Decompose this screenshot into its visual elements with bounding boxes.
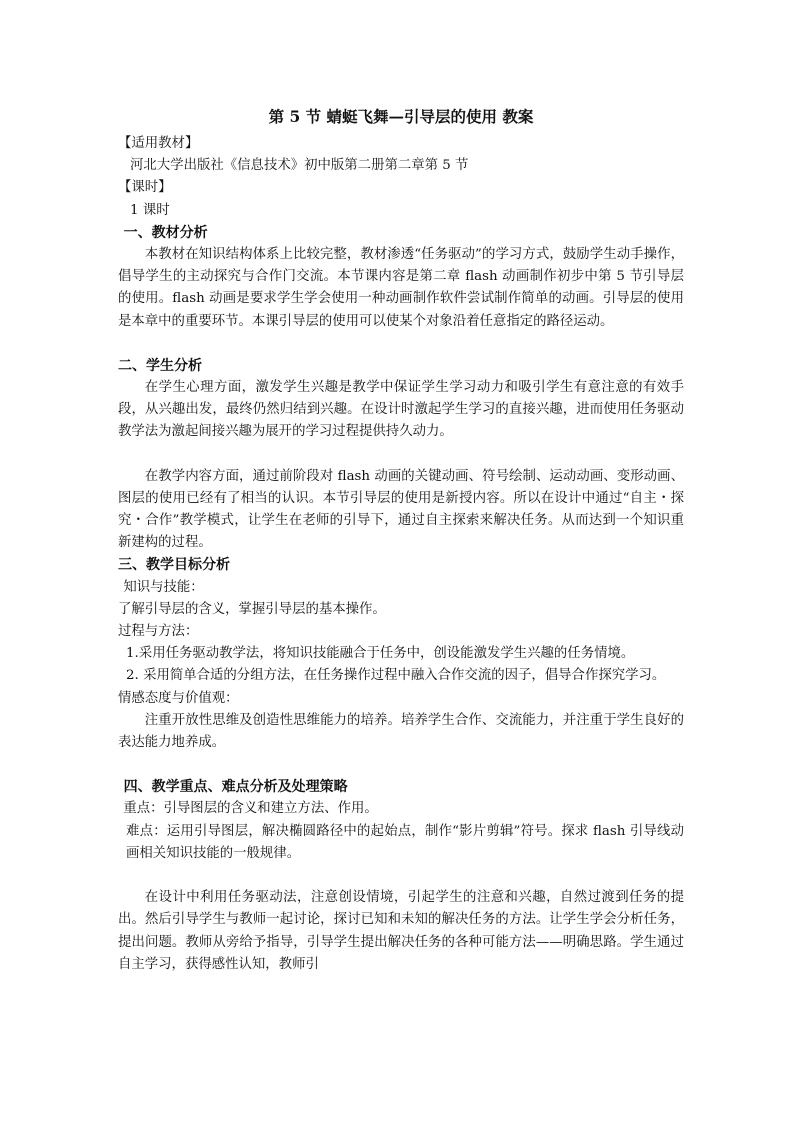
spacer xyxy=(118,754,684,776)
method-item-2: 2. 采用简单合适的分组方法，在任务操作过程中融入合作交流的因子，倡导合作探究学习。 xyxy=(126,668,666,684)
method-item-1: 1.采用任务驱动教学法，将知识技能融合于任务中，创设能激发学生兴趣的任务情境。 xyxy=(126,646,635,662)
spacer xyxy=(118,333,684,355)
emotion-text: 注重开放性思维及创造性思维能力的培养。培养学生合作、交流能力，并注重于学生良好的表达能力地养成。 xyxy=(118,712,684,751)
period-text: 1 课时 xyxy=(130,202,170,218)
section-1-paragraph: 本教材在知识结构体系上比较完整，教材渗透“任务驱动”的学习方式，鼓励学生动手操作，倡导学生的主动探究与合作门交流。本节课内容是第二章 flash 动画制作初步中第 5 节引导层的使用。flash 动画是要求学生学会使用一种动画制作软件尝试制作简单的动画。引导层的使用是本章中的重要环节。本课引导层的使用可以使某个对象沿着任意指定的路径运动。 xyxy=(118,247,684,329)
key-point: 重点：引导图层的含义和建立方法、作用。 xyxy=(123,801,378,817)
page-title: 第 5 节 蜻蜓飞舞—引导层的使用 教案 xyxy=(268,107,534,126)
emotion-label: 情感态度与价值观： xyxy=(118,690,239,706)
period-label: 【课时】 xyxy=(118,180,172,196)
method-label: 过程与方法： xyxy=(118,624,199,640)
difficult-point: 难点：运用引导图层，解决椭圆路径中的起始点，制作“影片剪辑”符号。探求 flash 引导线动画相关知识技能的一般规律。 xyxy=(126,823,684,861)
section-2-heading: 二、学生分析 xyxy=(118,357,202,374)
section-1-heading: 一、教材分析 xyxy=(123,224,208,241)
document-body xyxy=(118,104,684,976)
spacer xyxy=(118,444,684,466)
section-2-paragraph-2: 在教学内容方面，通过前阶段对 flash 动画的关键动画、符号绘制、运动动画、变形动画、图层的使用已经有了相当的认识。本节引导层的使用是新授内容。所以在设计中通过“自主・探究・合作”教学模式，让学生在老师的引导下，通过自主探索来解决任务。从而达到一个知识重新建构的过程。 xyxy=(118,468,684,551)
knowledge-text: 了解引导层的含义，掌握引导层的基本操作。 xyxy=(118,601,386,617)
knowledge-label: 知识与技能： xyxy=(123,579,204,595)
section-2-paragraph-1: 在学生心理方面，激发学生兴趣是教学中保证学生学习动力和吸引学生有意注意的有效手段，从兴趣出发，最终仍然归结到兴趣。在设计时激起学生学习的直接兴趣，进而使用任务驱动教学法为激起间接兴趣为展开的学习过程提供持久动力。 xyxy=(118,380,684,440)
material-text: 河北大学出版社《信息技术》初中版第二册第二章第 5 节 xyxy=(130,158,469,174)
spacer xyxy=(118,865,684,887)
material-label: 【适用教材】 xyxy=(118,136,199,151)
section-4-paragraph: 在设计中利用任务驱动法，注意创设情境，引起学生的注意和兴趣，自然过渡到任务的提出。然后引导学生与教师一起讨论，探讨已知和未知的解决任务的方法。让学生学会分析任务，提出问题。教师从旁给予指导，引导学生提出解决任务的各种可能方法——明确思路。学生通过自主学习，获得感性认知，教师引 xyxy=(118,890,684,972)
section-3-heading: 三、教学目标分析 xyxy=(118,557,230,574)
section-4-heading: 四、教学重点、难点分析及处理策略 xyxy=(123,779,348,796)
